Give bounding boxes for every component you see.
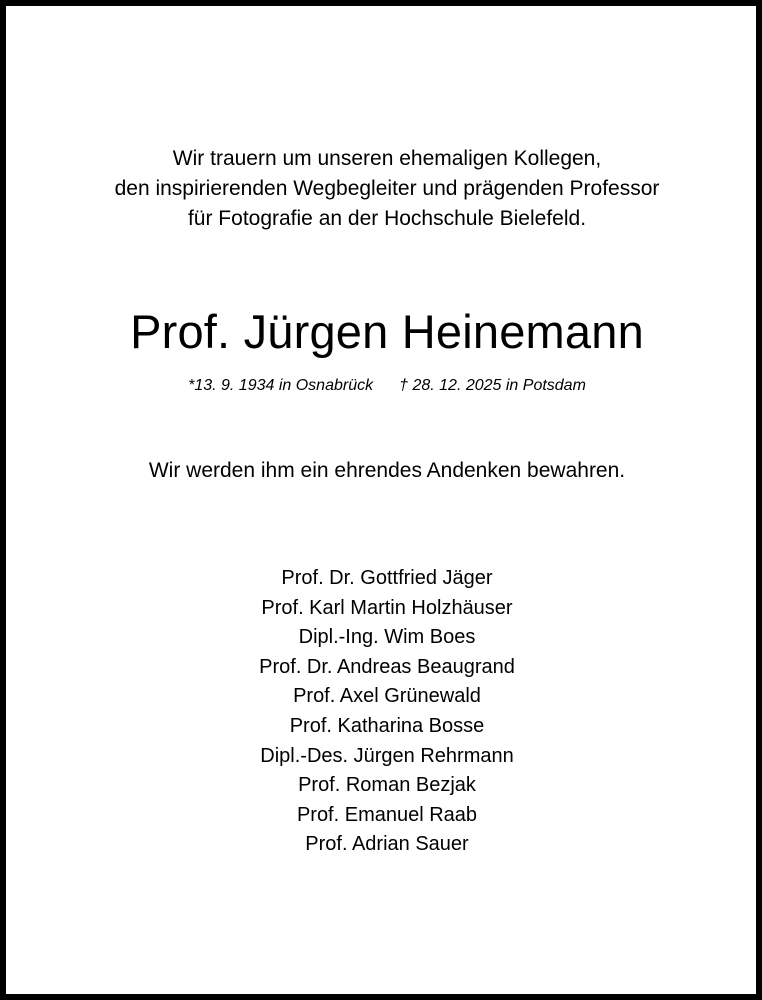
life-dates	[6, 374, 762, 398]
signer-name: Prof. Karl Martin Holzhäuser	[261, 596, 513, 619]
signer-name: Dipl.-Ing. Wim Boes	[298, 626, 476, 649]
signer-name: Prof. Dr. Andreas Beaugrand	[259, 655, 515, 678]
signer-name: Prof. Dr. Gottfried Jäger	[281, 567, 493, 589]
signer-name: Prof. Axel Grünewald	[293, 685, 481, 708]
signer-name: Dipl.-Des. Jürgen Rehrmann	[260, 744, 514, 767]
intro-line: Wir trauern um unseren ehemaligen Kollegen,	[172, 147, 602, 170]
signers-list	[6, 564, 762, 860]
deceased-name: Prof. Jürgen Heinemann	[130, 305, 644, 358]
signer-name: Prof. Katharina Bosse	[289, 714, 485, 737]
signer-name: Prof. Roman Bezjak	[298, 774, 476, 797]
signer-name: Prof. Adrian Sauer	[305, 833, 469, 856]
intro-line: für Fotografie an der Hochschule Bielefeld.	[187, 207, 587, 230]
death-date: † 28. 12. 2025 in Potsdam	[399, 377, 586, 394]
signer-name: Prof. Emanuel Raab	[296, 803, 478, 826]
birth-date: *13. 9. 1934 in Osnabrück	[188, 377, 374, 394]
remembrance-text: Wir werden ihm ein ehrendes Andenken bewahren.	[148, 459, 626, 482]
intro-text	[6, 144, 762, 234]
intro-line: den inspirierenden Wegbegleiter und prägenden Professor	[114, 177, 660, 200]
